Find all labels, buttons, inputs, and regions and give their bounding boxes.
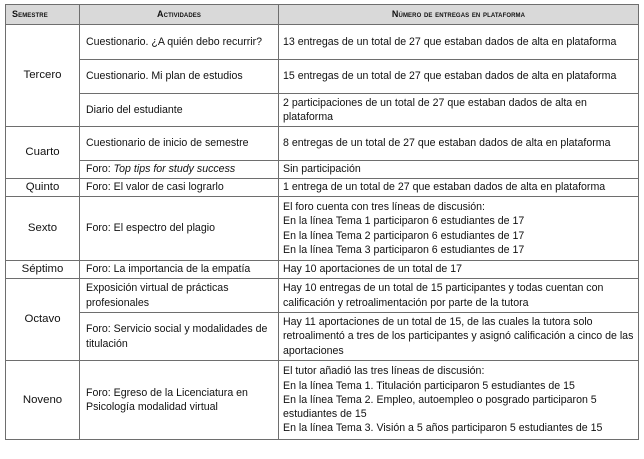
activity-cell: Diario del estudiante: [80, 94, 279, 127]
activity-cell: Exposición virtual de prácticas profesionales: [80, 279, 279, 313]
submissions-cell: 15 entregas de un total de 27 que estaban dados de alta en plataforma: [279, 60, 639, 94]
activity-cell: Cuestionario de inicio de semestre: [80, 127, 279, 161]
semester-cell: Noveno: [6, 361, 80, 440]
activity-cell: Cuestionario. Mi plan de estudios: [80, 60, 279, 94]
semester-cell: Sexto: [6, 197, 80, 261]
activity-cell: [80, 161, 279, 179]
submissions-cell: 1 entrega de un total de 27 que estaban dados de alta en plataforma: [279, 179, 639, 197]
semester-cell: Cuarto: [6, 127, 80, 179]
table-row: [6, 161, 639, 179]
activity-cell: Foro: El espectro del plagio: [80, 197, 279, 261]
activities-table: [5, 4, 639, 440]
discussion-line: En la línea Tema 3 participaron 6 estudiantes de 17: [283, 243, 525, 256]
discussion-line: En la línea Tema 1 participaron 6 estudiantes de 17: [283, 215, 525, 228]
forum-title: Top tips for study success: [113, 163, 236, 176]
discussion-line: En la línea Tema 2 participaron 6 estudiantes de 17: [283, 229, 525, 242]
table-header-row: [6, 5, 639, 25]
submissions-cell: Hay 10 entregas de un total de 15 participantes y todas cuentan con calificación y retroalimentación por parte de la tutora: [279, 279, 639, 313]
submissions-cell: [279, 361, 639, 440]
table-row: [6, 25, 639, 60]
activity-cell: Cuestionario. ¿A quién debo recurrir?: [80, 25, 279, 60]
header-actividades: Actividades: [80, 5, 279, 25]
activity-cell: Foro: La importancia de la empatía: [80, 261, 279, 279]
table-row: [6, 94, 639, 127]
discussion-line: En la línea Tema 1. Titulación participaron 5 estudiantes de 15: [283, 379, 575, 392]
submissions-cell: Hay 10 aportaciones de un total de 17: [279, 261, 639, 279]
forum-prefix: Foro:: [86, 163, 114, 176]
semester-cell: Octavo: [6, 279, 80, 361]
header-numero-entregas: Número de entregas en plataforma: [279, 5, 639, 25]
discussion-line: El foro cuenta con tres líneas de discusión:: [283, 201, 485, 214]
table-row: [6, 60, 639, 94]
submissions-cell: Sin participación: [279, 161, 639, 179]
table-row: [6, 361, 639, 440]
submissions-cell: Hay 11 aportaciones de un total de 15, de las cuales la tutora solo retroalimentó a tres de los participantes y asignó calificación a cinco de las aportaciones: [279, 313, 639, 361]
table-row: [6, 261, 639, 279]
discussion-line: En la línea Tema 2. Empleo, autoempleo o posgrado participaron 5 estudiantes de 15: [283, 393, 597, 421]
submissions-cell: 8 entregas de un total de 27 que estaban dados de alta en plataforma: [279, 127, 639, 161]
discussion-line: En la línea Tema 3. Visión a 5 años participaron 5 estudiantes de 15: [283, 422, 603, 435]
table-row: [6, 313, 639, 361]
table-row: [6, 279, 639, 313]
submissions-cell: 13 entregas de un total de 27 que estaban dados de alta en plataforma: [279, 25, 639, 60]
discussion-line: El tutor añadió las tres líneas de discusión:: [283, 365, 485, 378]
table-row: [6, 179, 639, 197]
semester-cell: Séptimo: [6, 261, 80, 279]
semester-cell: Quinto: [6, 179, 80, 197]
activity-cell: Foro: Egreso de la Licenciatura en Psicología modalidad virtual: [80, 361, 279, 440]
table-row: [6, 197, 639, 261]
submissions-cell: [279, 197, 639, 261]
header-semestre: Semestre: [6, 5, 80, 25]
semester-cell: Tercero: [6, 25, 80, 127]
submissions-cell: 2 participaciones de un total de 27 que estaban dados de alta en plataforma: [279, 94, 639, 127]
activity-cell: Foro: El valor de casi lograrlo: [80, 179, 279, 197]
table-row: [6, 127, 639, 161]
activity-cell: Foro: Servicio social y modalidades de titulación: [80, 313, 279, 361]
